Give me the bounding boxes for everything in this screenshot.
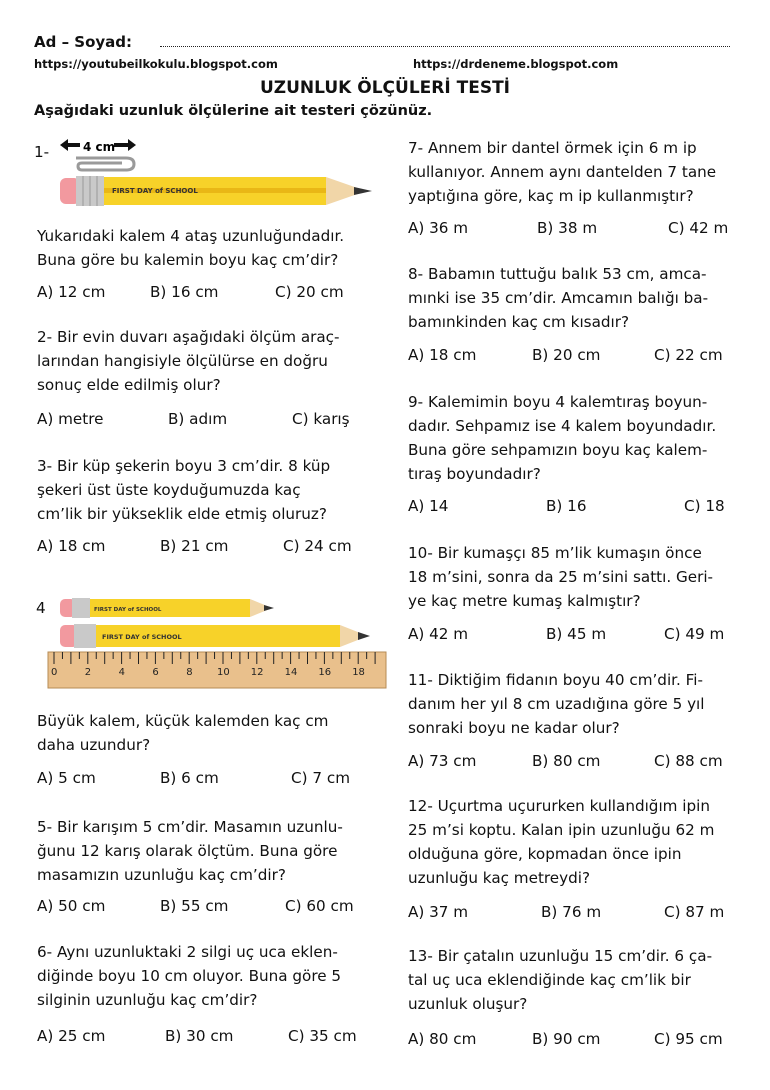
q5-option-b[interactable]: B) 55 cm — [160, 897, 229, 915]
clip-label: 4 cm — [83, 140, 116, 154]
q7-option-a[interactable]: A) 36 m — [408, 219, 469, 237]
q1-number: 1- — [34, 143, 50, 161]
question-line: 10- Bir kumaşçı 85 m’lik kumaşın önce — [408, 544, 702, 562]
q2-option-a[interactable]: A) metre — [37, 410, 104, 428]
pencils-ruler-figure — [46, 596, 390, 692]
question-line: 12- Uçurtma uçururken kullandığım ipin — [408, 797, 710, 815]
question-line: ye kaç metre kumaş kalmıştır? — [408, 592, 641, 610]
ruler-icon — [48, 652, 386, 688]
question-line: 5- Bir karışım 5 cm’dir. Masamın uzunlu- — [37, 818, 343, 836]
q10-option-a[interactable]: A) 42 m — [408, 625, 469, 643]
arrow-left-icon — [60, 139, 80, 151]
q6-option-b[interactable]: B) 30 cm — [165, 1027, 234, 1045]
question-2-text — [37, 325, 340, 397]
question-line: 25 m’si koptu. Kalan ipin uzunluğu 62 m — [408, 821, 715, 839]
question-line: yaptığına göre, kaç m ip kullanmıştır? — [408, 187, 694, 205]
q1-option-a[interactable]: A) 12 cm — [37, 283, 106, 301]
q10-option-c[interactable]: C) 49 m — [664, 625, 725, 643]
q7-option-b[interactable]: B) 38 m — [537, 219, 598, 237]
q5-option-a[interactable]: A) 50 cm — [37, 897, 106, 915]
question-line: olduğuna göre, kopmadan önce ipin — [408, 845, 682, 863]
q4-number: 4 — [36, 599, 46, 617]
small-pencil-icon — [60, 598, 274, 618]
page-title: UZUNLUK ÖLÇÜLERİ TESTİ — [259, 78, 510, 98]
q11-option-a[interactable]: A) 73 cm — [408, 752, 477, 770]
q10-option-b[interactable]: B) 45 m — [546, 625, 607, 643]
question-line: Buna göre sehpamızın boyu kaç kalem- — [408, 441, 708, 459]
ruler-tick-label: 6 — [152, 667, 159, 678]
question-line: danım her yıl 8 cm uzadığına göre 5 yıl — [408, 695, 705, 713]
pencil-clip-figure — [56, 136, 386, 211]
question-line: cm’lik bir yükseklik elde etmiş oluruz? — [37, 505, 327, 523]
question-line: kullanıyor. Annem aynı dantelden 7 tane — [408, 163, 717, 181]
q7-option-c[interactable]: C) 42 m — [668, 219, 729, 237]
q12-option-a[interactable]: A) 37 m — [408, 903, 469, 921]
q4-option-b[interactable]: B) 6 cm — [160, 769, 219, 787]
question-line: daha uzundur? — [37, 736, 151, 754]
q13-option-b[interactable]: B) 90 cm — [532, 1030, 601, 1048]
question-line: şekeri üst üste koyduğumuzda kaç — [37, 481, 301, 499]
question-line: sonuç elde edilmiş olur? — [37, 376, 221, 394]
instruction: Aşağıdaki uzunluk ölçülerine ait testeri çözünüz. — [34, 103, 433, 119]
question-11-text — [408, 668, 705, 740]
question-line: 18 m’sini, sonra da 25 m’sini sattı. Geri- — [408, 568, 714, 586]
question-line: mınki ise 35 cm’dir. Amcamın balığı ba- — [408, 289, 709, 307]
ruler-tick-label: 18 — [352, 667, 365, 678]
question-line: ğunu 12 karış olarak ölçtüm. Buna göre — [37, 842, 338, 860]
q11-option-c[interactable]: C) 88 cm — [654, 752, 723, 770]
q4-option-c[interactable]: C) 7 cm — [291, 769, 350, 787]
question-line: masamızın uzunluğu kaç cm’dir? — [37, 866, 286, 884]
question-line: larından hangisiyle ölçülürse en doğru — [37, 352, 328, 370]
question-line: diğinde boyu 10 cm oluyor. Buna göre 5 — [37, 967, 342, 985]
q3-option-c[interactable]: C) 24 cm — [283, 537, 352, 555]
question-13-text — [408, 944, 712, 1016]
ruler-tick-label: 4 — [118, 667, 125, 678]
question-line: uzunluğu kaç metreydi? — [408, 869, 591, 887]
url-left: https://youtubeilkokulu.blogspot.com — [34, 57, 278, 71]
question-12-text — [408, 794, 714, 890]
q13-option-a[interactable]: A) 80 cm — [408, 1030, 477, 1048]
pencil-label: FIRST DAY of SCHOOL — [112, 187, 198, 195]
question-line: silginin uzunluğu kaç cm’dir? — [37, 991, 258, 1009]
q11-option-b[interactable]: B) 80 cm — [532, 752, 601, 770]
name-line[interactable] — [160, 46, 730, 47]
q1-option-c[interactable]: C) 20 cm — [275, 283, 344, 301]
question-line: Yukarıdaki kalem 4 ataş uzunluğundadır. — [37, 227, 345, 245]
question-line: dadır. Sehpamız ise 4 kalem boyundadır. — [408, 417, 717, 435]
question-10-text — [408, 541, 713, 613]
question-1-text — [37, 224, 344, 272]
question-3-text — [37, 454, 330, 526]
pencil-icon — [60, 176, 372, 206]
question-line: tıraş boyundadır? — [408, 465, 541, 483]
question-line: Buna göre bu kalemin boyu kaç cm’dir? — [37, 251, 339, 269]
question-7-text — [408, 136, 716, 208]
question-line: 9- Kalemimin boyu 4 kalemtıraş boyun- — [408, 393, 708, 411]
url-right: https://drdeneme.blogspot.com — [413, 57, 619, 71]
question-line: 8- Babamın tuttuğu balık 53 cm, amca- — [408, 265, 707, 283]
q13-option-c[interactable]: C) 95 cm — [654, 1030, 723, 1048]
question-line: 3- Bir küp şekerin boyu 3 cm’dir. 8 küp — [37, 457, 331, 475]
q8-option-a[interactable]: A) 18 cm — [408, 346, 477, 364]
ruler-tick-label: 14 — [284, 667, 298, 678]
q1-option-b[interactable]: B) 16 cm — [150, 283, 219, 301]
svg-text:FIRST DAY of SCHOOL: FIRST DAY of SCHOOL — [94, 607, 162, 613]
question-4-text — [37, 709, 328, 757]
question-line: 6- Aynı uzunluktaki 2 silgi uç uca eklen- — [37, 943, 338, 961]
question-6-text — [37, 940, 341, 1012]
ruler-tick-label: 8 — [186, 667, 193, 678]
big-pencil-icon — [60, 624, 370, 648]
question-line: Büyük kalem, küçük kalemden kaç cm — [37, 712, 329, 730]
ruler-tick-label: 10 — [217, 667, 230, 678]
q6-option-a[interactable]: A) 25 cm — [37, 1027, 106, 1045]
question-line: uzunluk oluşur? — [408, 995, 528, 1013]
q9-option-c[interactable]: C) 18 — [684, 497, 725, 515]
q6-option-c[interactable]: C) 35 cm — [288, 1027, 357, 1045]
question-line: sonraki boyu ne kadar olur? — [408, 719, 620, 737]
q2-option-b[interactable]: B) adım — [168, 410, 228, 428]
svg-text:FIRST DAY of SCHOOL: FIRST DAY of SCHOOL — [102, 633, 182, 641]
q8-option-c[interactable]: C) 22 cm — [654, 346, 723, 364]
ruler-tick-label: 2 — [84, 667, 92, 678]
question-5-text — [37, 815, 343, 887]
q9-option-b[interactable]: B) 16 — [546, 497, 587, 515]
question-line: 13- Bir çatalın uzunluğu 15 cm’dir. 6 ça- — [408, 947, 713, 965]
q12-option-b[interactable]: B) 76 m — [541, 903, 602, 921]
question-9-text — [408, 390, 716, 486]
paperclip-icon — [76, 158, 134, 170]
q2-option-c[interactable]: C) karış — [292, 410, 350, 428]
q5-option-c[interactable]: C) 60 cm — [285, 897, 354, 915]
question-line: 2- Bir evin duvarı aşağıdaki ölçüm araç- — [37, 328, 340, 346]
question-line: 7- Annem bir dantel örmek için 6 m ip — [408, 139, 697, 157]
ruler-tick-label: 12 — [250, 667, 264, 678]
q4-option-a[interactable]: A) 5 cm — [37, 769, 96, 787]
question-line: tal uç uca eklendiğinde kaç cm’lik bir — [408, 971, 691, 989]
question-line: bamınkinden kaç cm kısadır? — [408, 313, 630, 331]
q3-option-a[interactable]: A) 18 cm — [37, 537, 106, 555]
ruler-tick-label: 16 — [318, 667, 332, 678]
q8-option-b[interactable]: B) 20 cm — [532, 346, 601, 364]
q12-option-c[interactable]: C) 87 m — [664, 903, 725, 921]
question-8-text — [408, 262, 708, 334]
ruler-tick-label: 0 — [51, 667, 58, 678]
q9-option-a[interactable]: A) 14 — [408, 497, 449, 515]
question-line: 11- Diktiğim fidanın boyu 40 cm’dir. Fi- — [408, 671, 704, 689]
arrow-right-icon — [114, 139, 136, 151]
q3-option-b[interactable]: B) 21 cm — [160, 537, 229, 555]
name-label: Ad – Soyad: — [34, 33, 133, 51]
